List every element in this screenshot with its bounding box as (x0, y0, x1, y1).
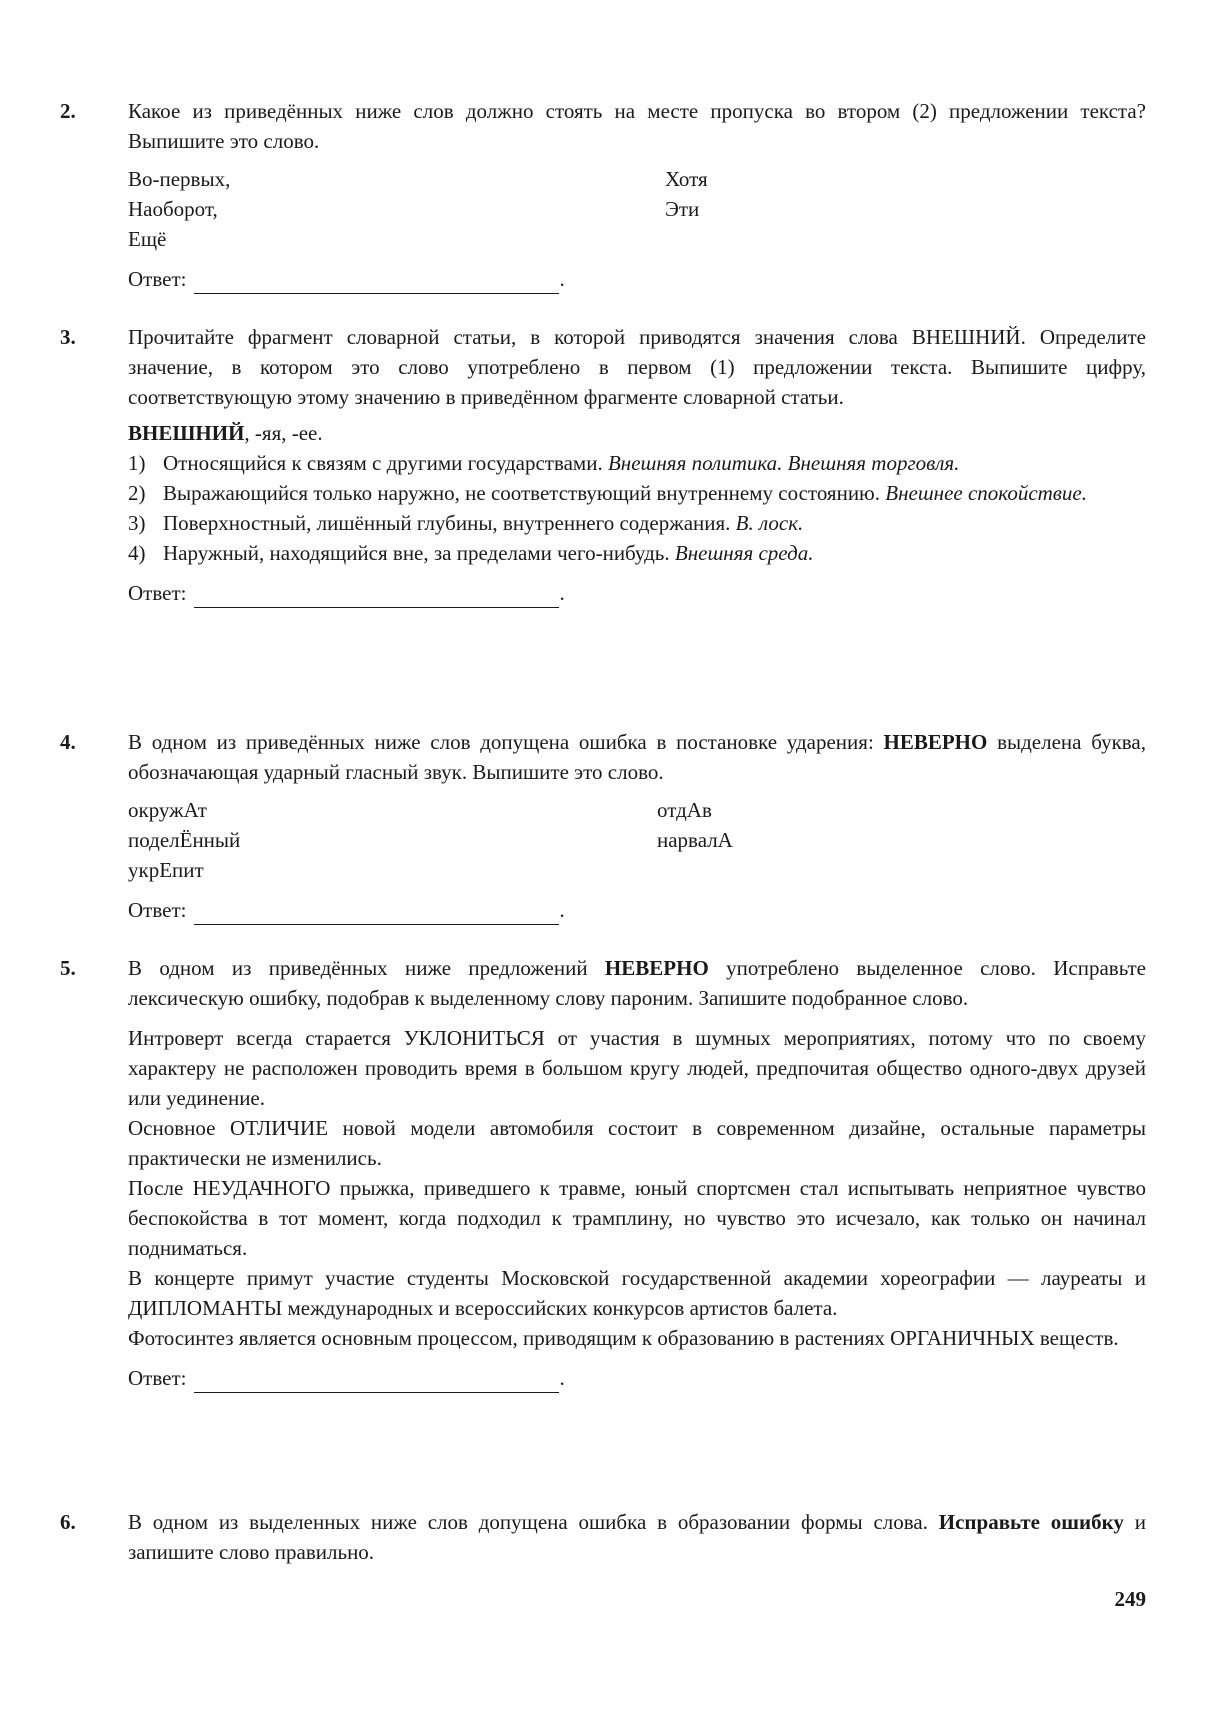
definition (128, 538, 1146, 568)
sentence: Фотосинтез является основным процессом, приводящим к образованию в растениях ОРГАНИЧНЫХ веществ. (128, 1326, 1119, 1350)
answer-row: Ответ: . (128, 578, 1146, 608)
answer-line[interactable] (194, 271, 559, 294)
definition-text: Наружный, находящийся вне, за пределами чего-нибудь. (163, 541, 675, 565)
definition (128, 508, 1146, 538)
sentence-list (128, 1023, 1146, 1353)
definition-number: 3) (128, 511, 146, 535)
sentence: В концерте примут участие студенты Московской государственной академии хореографии — лауреаты и ДИПЛОМАНТЫ международных и всероссийских конкурсов артистов балета. (128, 1266, 1146, 1320)
task-number: 3. (60, 325, 76, 349)
word-option: Эти (665, 197, 700, 221)
word-option: отдАв (657, 798, 712, 822)
word-option: Хотя (665, 167, 708, 191)
definition-example: Внешняя среда. (674, 541, 814, 565)
definition-example: Внешнее спокойствие. (885, 481, 1087, 505)
word-option: нарвалА (657, 828, 733, 852)
answer-row: Ответ: . (128, 895, 1146, 925)
definition-number: 4) (128, 541, 146, 565)
word-option: укрЕпит (128, 858, 204, 882)
task-number: 2. (60, 99, 76, 123)
word-options (128, 164, 1146, 254)
word-option: поделЁнный (128, 828, 241, 852)
definition-example: В. лоск. (735, 511, 804, 535)
task-number: 6. (60, 1510, 76, 1534)
definition-text: Относящийся к связям с другими государствами. (163, 451, 608, 475)
task-number: 5. (60, 956, 76, 980)
word-option: окружАт (128, 798, 207, 822)
definition-text: Выражающийся только наружно, не соответствующий внутреннему состоянию. (163, 481, 886, 505)
definition-text: Поверхностный, лишённый глубины, внутреннего содержания. (163, 511, 736, 535)
definition (128, 478, 1146, 508)
page-number: 249 (1114, 1587, 1146, 1611)
answer-label: Ответ: (128, 267, 187, 291)
answer-row: Ответ: . (128, 1363, 1146, 1393)
headword-forms: , -яя, -ее. (244, 421, 323, 445)
answer-label: Ответ: (128, 581, 187, 605)
dictionary-entry (128, 418, 1146, 568)
answer-label: Ответ: (128, 1366, 187, 1390)
word-options (128, 795, 1146, 885)
definition-example: Внешняя политика. Внешняя торговля. (607, 451, 960, 475)
task-text: В одном из приведённых ниже слов допущена ошибка в постановке ударения: НЕВЕРНО выделена буква, обозначающая ударный гласный звук. Выпишите это слово. (128, 730, 1146, 784)
sentence: После НЕУДАЧНОГО прыжка, приведшего к травме, юный спортсмен стал испытывать неприятное чувство беспокойства в тот момент, когда подходил к трамплину, но чувство это исчезало, как только он начинал подниматься. (128, 1176, 1146, 1260)
answer-line[interactable] (194, 902, 559, 925)
task-number: 4. (60, 730, 76, 754)
sentence: Основное ОТЛИЧИЕ новой модели автомобиля состоит в современном дизайне, остальные параметры практически не изменились. (128, 1116, 1146, 1170)
word-option: Во-первых, (128, 167, 231, 191)
headword: ВНЕШНИЙ (128, 421, 245, 445)
task-text: Прочитайте фрагмент словарной статьи, в которой приводятся значения слова ВНЕШНИЙ. Определите значение, в котором это слово употреблено в первом (1) предложении текста. Выпишите цифру, соответствующую этому значению в приведённом фрагменте словарной статьи. (128, 325, 1146, 409)
answer-row: Ответ: . (128, 264, 1146, 294)
task-text: Какое из приведённых ниже слов должно стоять на месте пропуска во втором (2) предложении текста? Выпишите это слово. (128, 99, 1146, 153)
task-text: В одном из выделенных ниже слов допущена ошибка в образовании формы слова. Исправьте ошибку и запишите слово правильно. (128, 1510, 1146, 1564)
answer-line[interactable] (194, 585, 559, 608)
word-option: Ещё (128, 227, 167, 251)
definition-number: 2) (128, 481, 146, 505)
definition (128, 448, 1146, 478)
sentence: Интроверт всегда старается УКЛОНИТЬСЯ от участия в шумных мероприятиях, потому что по своему характеру не расположен проводить время в большом кругу людей, предпочитая общество одного-двух друзей или уединение. (128, 1026, 1146, 1110)
task-text: В одном из приведённых ниже предложений НЕВЕРНО употреблено выделенное слово. Исправьте лексическую ошибку, подобрав к выделенному слову пароним. Запишите подобранное слово. (128, 956, 1147, 1010)
answer-line[interactable] (194, 1370, 559, 1393)
word-option: Наоборот, (128, 197, 218, 221)
answer-label: Ответ: (128, 898, 187, 922)
definition-number: 1) (128, 451, 146, 475)
